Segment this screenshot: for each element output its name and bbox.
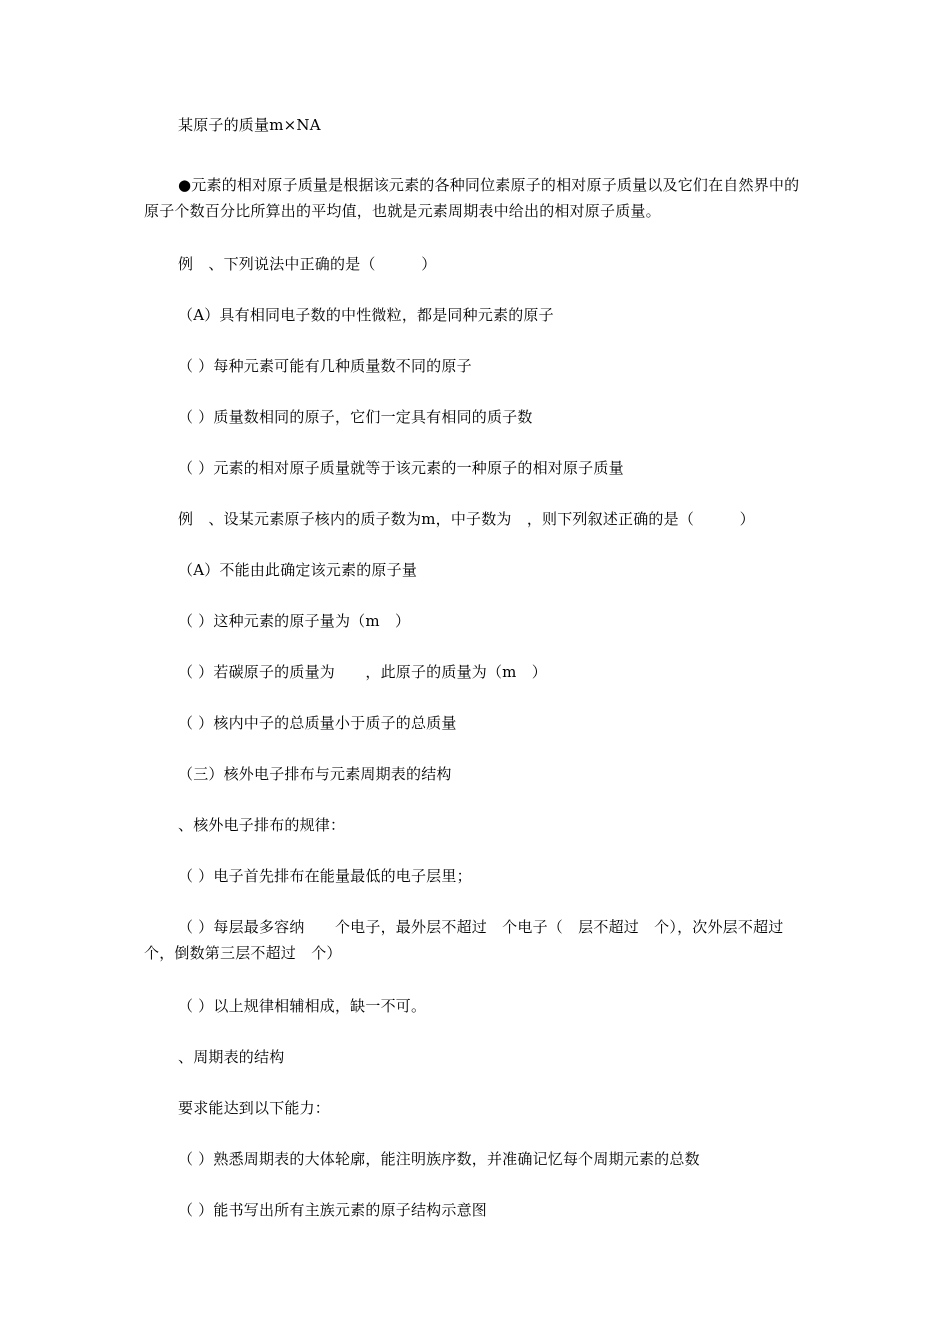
subheading-electron-rules: 、核外电子排布的规律： <box>178 816 346 834</box>
paragraph-atom-mass: 某原子的质量m×NA <box>178 116 321 134</box>
paragraph-ability-1: （ ）熟悉周期表的大体轮廓，能注明族序数，并准确记忆每个周期元素的总数 <box>178 1150 700 1168</box>
paragraph-rule-1: （ ）电子首先排布在能量最低的电子层里； <box>178 867 472 885</box>
paragraph-example-1-option-b: （ ）每种元素可能有几种质量数不同的原子 <box>178 357 472 375</box>
paragraph-example-1-option-d: （ ）元素的相对原子质量就等于该元素的一种原子的相对原子质量 <box>178 459 624 477</box>
section-heading-electron-configuration: （三）核外电子排布与元素周期表的结构 <box>178 765 452 783</box>
paragraph-example-2-option-b: （ ）这种元素的原子量为（m ） <box>178 612 411 630</box>
paragraph-rule-3: （ ）以上规律相辅相成，缺一不可。 <box>178 997 427 1015</box>
subheading-periodic-table-structure: 、周期表的结构 <box>178 1048 285 1066</box>
paragraph-ability-2: （ ）能书写出所有主族元素的原子结构示意图 <box>178 1201 487 1219</box>
paragraph-example-2-option-d: （ ）核内中子的总质量小于质子的总质量 <box>178 714 457 732</box>
paragraph-example-1-question: 例 、下列说法中正确的是（ ） <box>178 255 437 273</box>
paragraph-rule-2: （ ）每层最多容纳 个电子，最外层不超过 个电子（ 层不超过 个），次外层不超过 个，倒数第三层不超过 个） <box>144 918 799 962</box>
paragraph-example-1-option-a: （A）具有相同电子数的中性微粒，都是同种元素的原子 <box>178 306 554 324</box>
paragraph-example-2-option-c: （ ）若碳原子的质量为 ，此原子的质量为（m ） <box>178 663 547 681</box>
paragraph-example-1-option-c: （ ）质量数相同的原子，它们一定具有相同的质子数 <box>178 408 533 426</box>
paragraph-ability-requirements: 要求能达到以下能力： <box>178 1099 331 1117</box>
paragraph-example-2-question: 例 、设某元素原子核内的质子数为m，中子数为 ，则下列叙述正确的是（ ） <box>178 510 755 528</box>
paragraph-example-2-option-a: （A）不能由此确定该元素的原子量 <box>178 561 418 579</box>
paragraph-relative-atomic-mass-definition: ●元素的相对原子质量是根据该元素的各种同位素原子的相对原子质量以及它们在自然界中的原子个数百分比所算出的平均值，也就是元素周期表中给出的相对原子质量。 <box>144 176 800 220</box>
